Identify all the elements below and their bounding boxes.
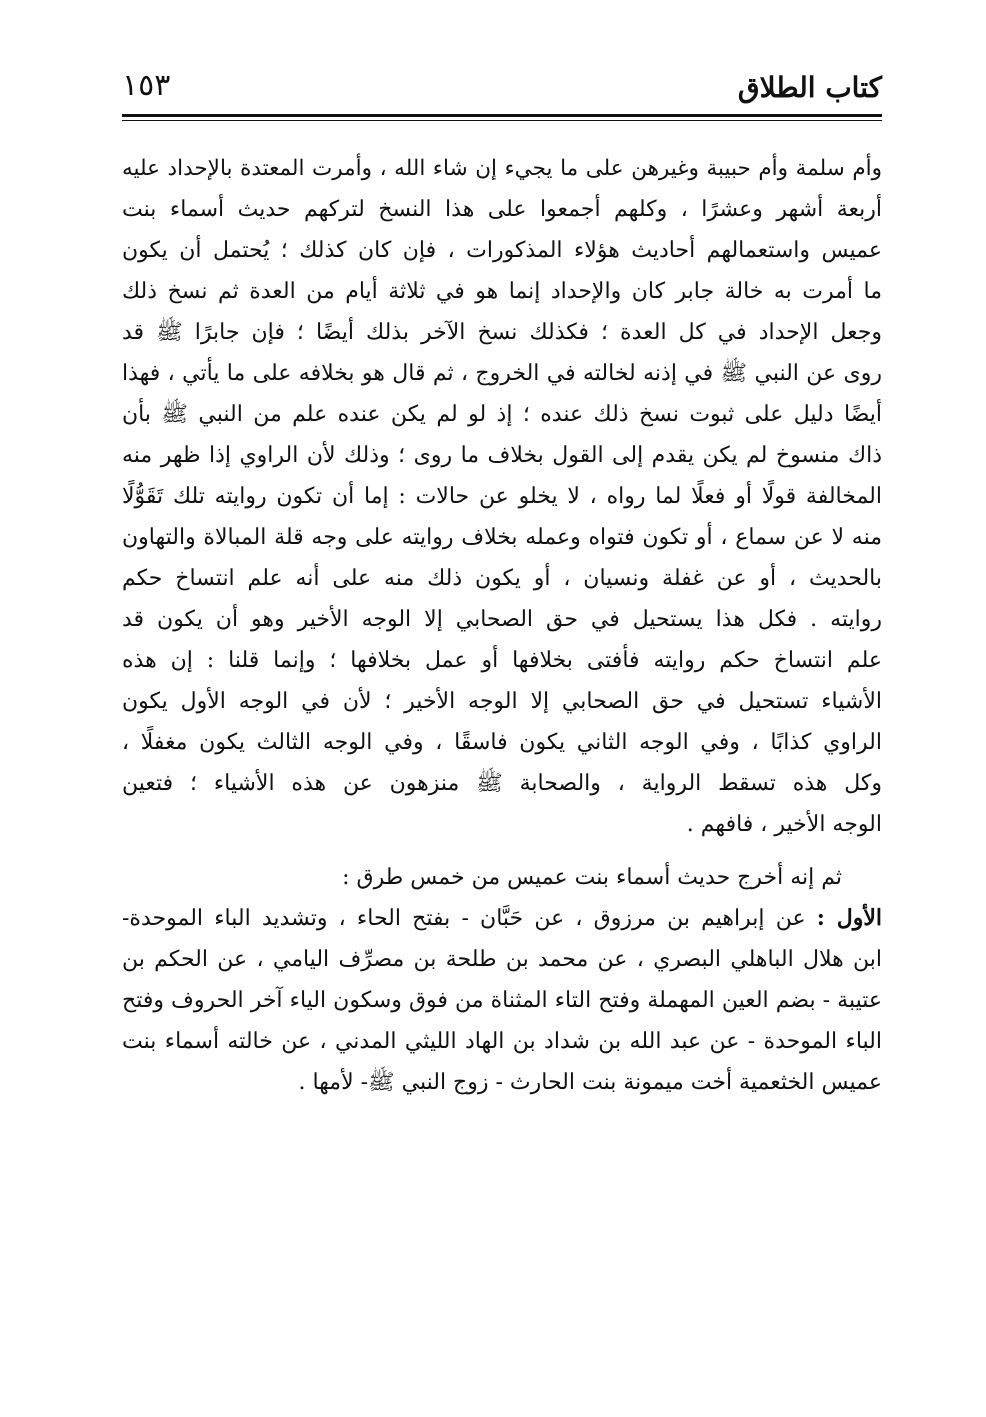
page-header xyxy=(122,62,882,117)
paragraph-3 xyxy=(122,898,882,1103)
text-line: عميس الخثعمية أخت ميمونة بنت الحارث - زوج النبي ﷺ- لأمها . xyxy=(298,1070,882,1095)
text-line: روايته . فكل هذا يستحيل في حق الصحابي إلا الوجه الأخير وهو أن يكون قد xyxy=(122,607,882,632)
text-line: علم انتساخ حكم روايته فأفتى بخلافها أو عمل بخلافها ؛ وإنما قلنا : إن هذه xyxy=(122,648,882,673)
book-title: كتاب الطلاق xyxy=(737,71,882,104)
page-number: ١٥٣ xyxy=(122,68,171,103)
text-line: المخالفة قولًا أو فعلًا لما رواه ، لا يخلو عن حالات : إما أن تكون روايته تلك تَقَوُّلًا xyxy=(122,484,882,509)
text-line: بالحديث ، أو عن غفلة ونسيان ، أو يكون ذلك منه على أنه علم انتساخ حكم xyxy=(122,566,882,591)
book-page xyxy=(122,62,882,1382)
text-line: الراوي كذابًا ، وفي الوجه الثاني يكون فاسقًا ، وفي الوجه الثالث يكون مغفلًا ، xyxy=(122,730,882,755)
text-line: وكل هذه تسقط الرواية ، والصحابة ﷺ منزهون عن هذه الأشياء ؛ فتعين xyxy=(122,771,882,796)
paragraph-2 xyxy=(122,857,882,898)
text-line: ما أمرت به خالة جابر كان والإحداد إنما هو في ثلاثة أيام من العدة ثم نسخ ذلك xyxy=(122,279,882,304)
text-line: وأم سلمة وأم حبيبة وغيرهن على ما يجيء إن شاء الله ، وأمرت المعتدة بالإحداد عليه xyxy=(122,156,882,181)
text-line-with-lead xyxy=(122,898,882,939)
text-line: الأشياء تستحيل في حق الصحابي إلا الوجه الأخير ؛ لأن في الوجه الأول يكون xyxy=(122,689,882,714)
text-line: ثم إنه أخرج حديث أسماء بنت عميس من خمس طرق : xyxy=(342,865,842,890)
paragraph-gap xyxy=(122,845,882,857)
text-line: ذاك منسوخ لم يكن يقدم إلى القول بخلاف ما روى ؛ وذلك لأن الراوي إذا ظهر منه xyxy=(122,443,882,468)
text-line: ابن هلال الباهلي البصري ، عن محمد بن طلحة بن مصرِّف اليامي ، عن الحكم بن xyxy=(122,947,882,972)
text-line: عميس واستعمالهم أحاديث هؤلاء المذكورات ، فإن كان كذلك ؛ يُحتمل أن يكون xyxy=(122,238,882,263)
paragraph-1 xyxy=(122,148,882,845)
text-line: روى عن النبي ﷺ في إذنه لخالته في الخروج ، ثم قال هو بخلافه على ما يأتي ، فهذا xyxy=(122,361,882,386)
text-line: وجعل الإحداد في كل العدة ؛ فكذلك نسخ الآخر بذلك أيضًا ؛ فإن جابرًا ﷺ قد xyxy=(122,320,882,345)
text-line: منه لا عن سماع ، أو تكون فتواه وعمله بخلاف روايته على وجه قلة المبالاة والتهاون xyxy=(122,525,882,550)
text-line: الباء الموحدة - عن عبد الله بن شداد بن الهاد الليثي المدني ، عن خالته أسماء بنت xyxy=(122,1029,882,1054)
text-line: الوجه الأخير ، فافهم . xyxy=(686,812,882,837)
body-text xyxy=(122,148,882,1103)
paragraph-lead: الأول : xyxy=(816,905,882,931)
text-line: أيضًا دليل على ثبوت نسخ ذلك عنده ؛ إذ لو لم يكن عنده علم من النبي ﷺ بأن xyxy=(122,402,882,427)
text-line: عتيبة - بضم العين المهملة وفتح التاء المثناة من فوق وسكون الياء آخر الحروف وفتح xyxy=(122,988,882,1013)
text-line: عن إبراهيم بن مرزوق ، عن حَبَّان - بفتح الحاء ، وتشديد الباء الموحدة- xyxy=(122,906,817,931)
text-line: أربعة أشهر وعشرًا ، وكلهم أجمعوا على هذا النسخ لتركهم حديث أسماء بنت xyxy=(122,197,882,222)
